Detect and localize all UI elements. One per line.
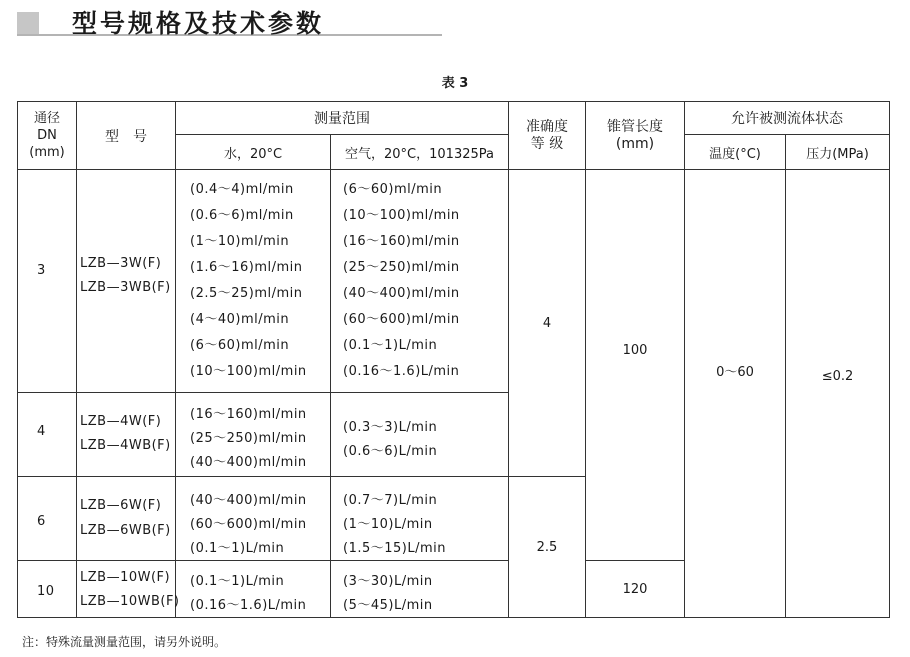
header-accuracy (509, 102, 585, 169)
row-divider-1 (17, 392, 508, 393)
cone-length-value: 120 (622, 581, 648, 597)
air-range: (10～100)ml/min (343, 208, 460, 223)
header-cone-length (586, 102, 684, 169)
title-decoration-square (17, 12, 39, 34)
col-divider-model (175, 101, 176, 618)
air-range: (6～60)ml/min (343, 182, 443, 197)
row-model: LZB—3WB(F) (80, 280, 171, 295)
row-model: LZB—3W(F) (80, 256, 162, 271)
row-dn: 10 (37, 584, 55, 599)
water-range: (1.6～16)ml/min (190, 260, 303, 275)
row-divider-3 (17, 560, 508, 561)
water-range: (0.16～1.6)L/min (190, 598, 307, 613)
air-range: (3～30)L/min (343, 574, 433, 589)
water-range: (0.4～4)ml/min (190, 182, 294, 197)
footnote: 注：特殊流量测量范围，请另外说明。 (22, 635, 227, 649)
water-range: (40～400)ml/min (190, 493, 307, 508)
water-range: (0.1～1)L/min (190, 574, 285, 589)
water-range: (0.6～6)ml/min (190, 208, 294, 223)
header-accuracy-line-1: 准确度 (526, 118, 568, 135)
water-range: (1～10)ml/min (190, 234, 290, 249)
water-range: (4～40)ml/min (190, 312, 290, 327)
header-range-water: 水，20°C (223, 146, 283, 162)
header-allowed-state: 允许被测流体状态 (731, 111, 843, 127)
air-range: (1.5～15)L/min (343, 541, 446, 556)
cone-length-value: 100 (622, 342, 648, 358)
water-range: (10～100)ml/min (190, 364, 307, 379)
header-dn-line-1: 通径 (33, 111, 60, 126)
header-accuracy-line-2: 等 级 (530, 135, 564, 152)
row-model: LZB—4WB(F) (80, 438, 171, 453)
header-cone-length-line-2: (mm) (615, 135, 655, 152)
table-border-bottom (17, 617, 890, 618)
row-model: LZB—10W(F) (80, 570, 171, 585)
accuracy-value: 2.5 (536, 539, 558, 555)
air-range: (16～160)ml/min (343, 234, 460, 249)
air-range: (25～250)ml/min (343, 260, 460, 275)
air-range: (0.16～1.6)L/min (343, 364, 460, 379)
row-dn: 4 (37, 424, 46, 439)
air-range: (0.1～1)L/min (343, 338, 438, 353)
water-range: (2.5～25)ml/min (190, 286, 303, 301)
header-cone-length-line-1: 锥管长度 (607, 118, 663, 135)
water-range: (25～250)ml/min (190, 431, 307, 446)
header-model: 型 号 (105, 128, 147, 145)
header-dn-line-3: (mm) (29, 145, 65, 160)
air-range: (0.3～3)L/min (343, 420, 438, 435)
row-model: LZB—6W(F) (80, 498, 162, 513)
table-caption: 表 3 (441, 76, 469, 91)
header-dn-line-2: DN (37, 128, 57, 143)
table-border-right (889, 101, 890, 618)
pressure-value: ≤0.2 (821, 368, 854, 384)
row-divider-2 (17, 476, 585, 477)
row-model: LZB—4W(F) (80, 414, 162, 429)
col-divider-dn (76, 101, 77, 618)
header-pressure: 压力(MPa) (806, 146, 869, 162)
temperature-value: 0～60 (716, 364, 754, 380)
air-range: (1～10)L/min (343, 517, 433, 532)
water-range: (40～400)ml/min (190, 455, 307, 470)
air-range: (5～45)L/min (343, 598, 433, 613)
header-temperature: 温度(°C) (709, 146, 761, 162)
air-range: (60～600)ml/min (343, 312, 460, 327)
row-dn: 3 (37, 263, 46, 278)
water-range: (16～160)ml/min (190, 407, 307, 422)
row-model: LZB—10WB(F) (80, 594, 180, 609)
table-border-left (17, 101, 18, 618)
air-range: (0.7～7)L/min (343, 493, 438, 508)
water-range: (6～60)ml/min (190, 338, 290, 353)
row-dn: 6 (37, 514, 46, 529)
air-range: (0.6～6)L/min (343, 444, 438, 459)
water-range: (0.1～1)L/min (190, 541, 285, 556)
header-range: 测量范围 (314, 111, 370, 127)
water-range: (60～600)ml/min (190, 517, 307, 532)
air-range: (40～400)ml/min (343, 286, 460, 301)
col-divider-water (330, 134, 331, 618)
header-range-air: 空气，20°C，101325Pa (345, 146, 494, 162)
row-model: LZB—6WB(F) (80, 523, 171, 538)
header-dn (18, 102, 76, 169)
page-title: 型号规格及技术参数 (72, 9, 325, 38)
accuracy-value: 4 (542, 315, 552, 331)
